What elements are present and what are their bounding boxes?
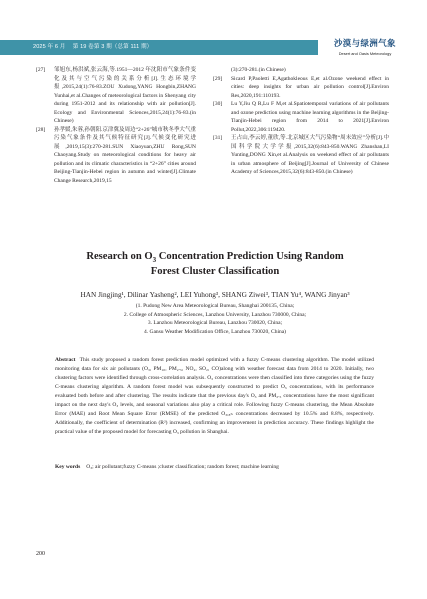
page-number: 200 [36,551,45,557]
reference-text: 王占山,李云婷,董欣,等.北京城区大气污染物“周末效应”分析[J].中国科学院大学学报,2015,32(6):843-850.WANG Zhanshan,LI Yunting,DONG Xin,et al.Analysis on weekend effect of air pollutants in urban atmosphere of Beijing[J].Journal of University of Chinese Academy of Sciences,2015,32(6):843-850.(in Chinese) [231,135,389,175]
references-right-column [213,66,389,177]
title-subscript: 3 [152,256,157,265]
page-header [0,33,427,55]
reference-item [36,126,196,186]
issue-line: 2025 年 6 月 第 19 卷第 3 期（总第 111 期） [33,44,153,50]
reference-number: [29] [213,75,223,82]
affiliation-line: (1. Pudong New Area Meteorological Bureau, Shanghai 200135, China; [135,303,295,309]
affiliations [40,302,390,336]
reference-item [36,66,196,126]
reference-item [213,66,389,75]
reference-text: 邹旭东,杨洪斌,张云海,等.1951—2012 年沈阳市气象条件变化及其与空气污染的关系分析[J].生态环境学报,2015,24(1):76-83.ZOU Xudong,YANG Hongbin,ZHANG Yunhai,et al.Changes of meteorological factors in Shenyang city during 1951-2012 and its relationship with air pollution[J]. Ecology and Environmental Sciences,2015,24(1):76-83.(in Chinese) [54,67,196,124]
reference-number: [30] [213,101,223,107]
title-line1-post: Concentration Prediction Using Random [156,251,344,262]
reference-text: 孙孝媛,朱蓉,孙朝阳.京津冀及周边“2+26”城市秋冬季大气重污染气象条件及其气候特征研究[J].气候变化研究进展,2019,15(3):270-281.SUN Xiaoyuan,ZHU Rong,SUN Chaoyang.Study on meteorological conditions for heavy air pollution and its climatic characteristics in “2+26” cities around Beijing-Tianjin-Hebei region in autumn and winter[J].Climate Change Research,2019,15 [54,126,196,184]
abstract-text: This study proposed a random forest prediction model optimized with a fuzzy C-means clustering algorithm. The model utilized monitoring data for six air pollutants (O₃, PM₁₀, PM₂.₅, NO₂, SO₂, CO)along with weather forecast data from 2014 to 2020. Initially, two clustering factors were identified through cross-correlation analysis. O₃ concentrations were then classified into three categories using the fuzzy C-means clustering algorithm. A random forest model was subsequently constructed to predict O₃ concentrations, with its performance evaluated both before and after clustering. The results indicate that the previous day's O₃ and PM₂.₅ concentrations have the most significant impact on the next day's O₃ levels, and seasonal variations also play a critical role. Following fuzzy C-means clustering, the Mean Absolute Error (MAE) and Root Mean Square Error (RMSE) of the predicted O₃,₈ₕ concentrations decreased by 10.5% and 8.8%, respectively. Additionally, the coefficient of determination (R²) increased, confirming an improvement in prediction accuracy. These findings highlight the practical value of the proposed model for forecasting O₃ pollution in Shanghai. [55,357,374,435]
reference-text: (3):270-281.(in Chinese) [231,67,286,73]
author-list: HAN Jingjing¹, Dilinar Yasheng², LEI Yuhong³, SHANG Ziwei³, TIAN Yu⁴, WANG Jinyan³ [80,290,350,299]
title-line1-pre: Research on O [86,251,153,262]
paper-title [60,250,370,279]
reference-item [213,134,389,177]
references-left-column [36,66,196,185]
reference-number [213,66,231,75]
affiliation-line: 3. Lanzhou Meteorological Bureau, Lanzhou 730020, China; [147,320,283,327]
reference-number: [27] [36,67,46,73]
reference-item [213,100,389,134]
reference-text: Sicard P,Paoletti E,Agathokleous E,et al.Ozone weekend effect in cities: deep insights for urban air pollution control[J].Environ Res,2020,191:110193. [231,75,389,99]
title-line2: Forest Cluster Classification [150,265,280,277]
reference-item [213,75,389,101]
reference-number: [28] [36,126,46,133]
abstract [55,356,374,437]
affiliation-line: 2. College of Atmospheric Sciences, Lanzhou University, Lanzhou 730000, China; [123,311,307,318]
journal-logo [330,37,400,56]
journal-name-en: Desert and Oasis Meteorology [338,51,392,56]
affiliation-line: 4. Gansu Weather Modification Office, Lanzhou 730020, China) [143,328,286,335]
reference-text: Lu Y,Jiu Q R,Lu F M,et al.Spatiotemporal variations of air pollutants and ozone prediction using machine learning algorithms in the Beijing-Tianjin-Hebei region from 2014 to 2021[J].Environ Pollut,2022,306:119420. [231,101,389,133]
keywords-text: O₃; air pollutant;fuzzy C-means ;cluster classification; random forest; machine learning [86,464,279,470]
reference-number: [31] [213,135,223,141]
keywords [55,463,374,472]
journal-name-cn: 沙漠与绿洲气象 [333,38,397,48]
keywords-label: Key words [55,464,81,470]
abstract-label: Abstract [55,357,76,363]
